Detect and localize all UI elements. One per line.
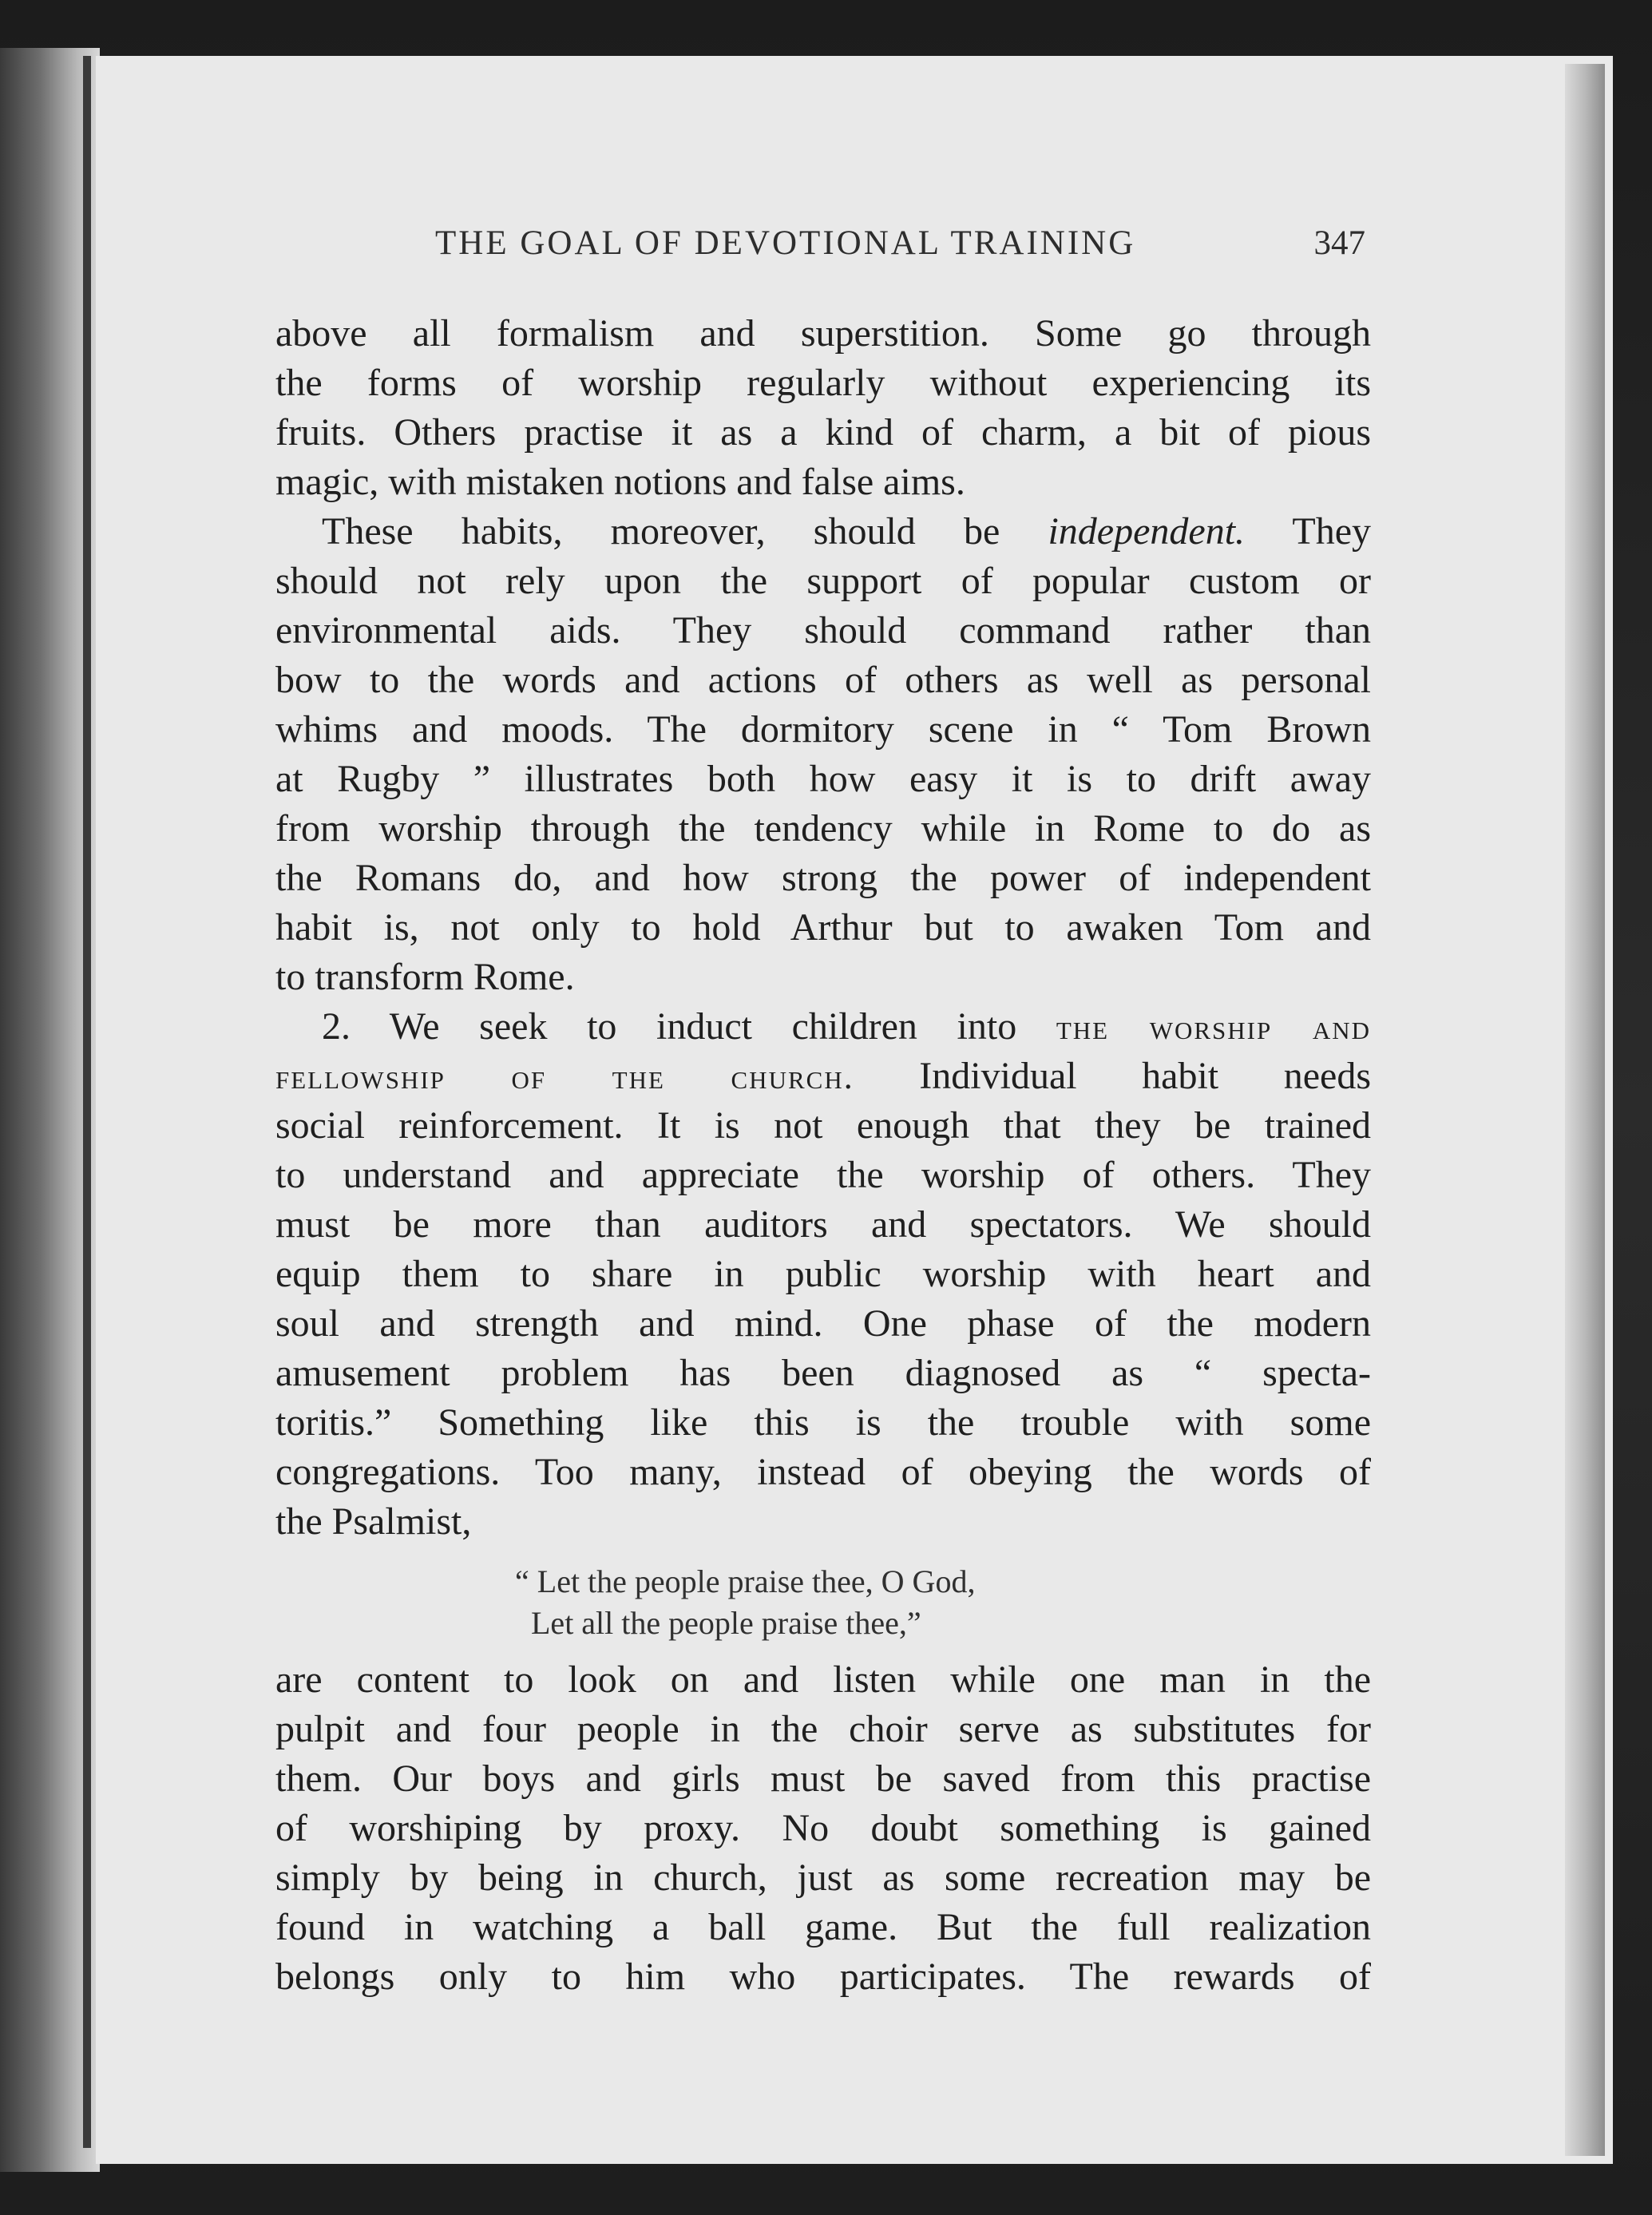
text-line: habit is, not only to hold Arthur but to awaken Tom and <box>275 906 1371 949</box>
text-line: the Psalmist, <box>275 1500 472 1543</box>
text-line: congregations. Too many, instead of obeying the words of <box>275 1451 1371 1493</box>
quotation-line: “ Let the people praise thee, O God, <box>515 1563 976 1599</box>
small-caps-phrase: the worship and <box>1056 1008 1371 1047</box>
text-line: from worship through the tendency while in Rome to do as <box>275 807 1371 850</box>
running-head-title: THE GOAL OF DEVOTIONAL TRAINING <box>435 224 1136 262</box>
text-line: simply by being in church, just as some recreation may be <box>275 1856 1371 1899</box>
text-line: the Romans do, and how strong the power of independent <box>275 857 1371 899</box>
text-line: above all formalism and superstition. Some go through <box>275 312 1371 355</box>
text-line <box>275 1052 1371 1101</box>
paragraph-opening-line <box>275 1002 1371 1052</box>
text-line: at Rugby ” illustrates both how easy it is to drift away <box>275 758 1371 800</box>
text-line: pulpit and four people in the choir serve as substitutes for <box>275 1708 1371 1750</box>
text-line: belongs only to him who participates. The rewards of <box>275 1955 1371 1998</box>
text-line: to transform Rome. <box>275 956 575 998</box>
text-line: bow to the words and actions of others as well as personal <box>275 659 1371 701</box>
text-segment: These habits, moreover, should be <box>322 510 1048 553</box>
text-line: should not rely upon the support of popular custom or <box>275 560 1371 602</box>
text-line: toritis.” Something like this is the trouble with some <box>275 1401 1371 1444</box>
text-line: are content to look on and listen while one man in the <box>275 1658 1371 1701</box>
text-segment: Individual habit needs <box>854 1055 1371 1097</box>
text-line: to understand and appreciate the worship of others. They <box>275 1154 1371 1196</box>
text-line: found in watching a ball game. But the full realization <box>275 1906 1371 1948</box>
text-line: fruits. Others practise it as a kind of charm, a bit of pious <box>275 411 1371 454</box>
text-segment: They <box>1245 510 1371 553</box>
running-head <box>415 224 1365 279</box>
quotation-line: Let all the people praise thee,” <box>531 1605 921 1641</box>
text-line: soul and strength and mind. One phase of the modern <box>275 1302 1371 1345</box>
text-line: environmental aids. They should command rather than <box>275 609 1371 652</box>
text-line: whims and moods. The dormitory scene in “ Tom Brown <box>275 708 1371 751</box>
text-segment: 2. We seek to induct children into <box>322 1005 1056 1048</box>
text-line: must be more than auditors and spectators. We should <box>275 1203 1371 1246</box>
page-number: 347 <box>1313 224 1365 262</box>
text-line: equip them to share in public worship with heart and <box>275 1253 1371 1295</box>
small-caps-phrase: fellowship of the church. <box>275 1057 854 1096</box>
book-spine <box>83 56 91 2148</box>
body-text <box>275 309 1371 2002</box>
text-line: magic, with mistaken notions and false aims. <box>275 461 965 503</box>
text-line: them. Our boys and girls must be saved from this practise <box>275 1757 1371 1800</box>
emphasis-word: independent. <box>1048 510 1246 553</box>
text-line: social reinforcement. It is not enough that they be trained <box>275 1104 1371 1147</box>
text-line: the forms of worship regularly without experiencing its <box>275 362 1371 404</box>
paragraph-opening-line <box>275 507 1371 557</box>
text-line: amusement problem has been diagnosed as “ specta- <box>275 1352 1371 1394</box>
right-page-edge <box>1565 64 1605 2156</box>
text-line: of worshiping by proxy. No doubt something is gained <box>275 1807 1371 1849</box>
